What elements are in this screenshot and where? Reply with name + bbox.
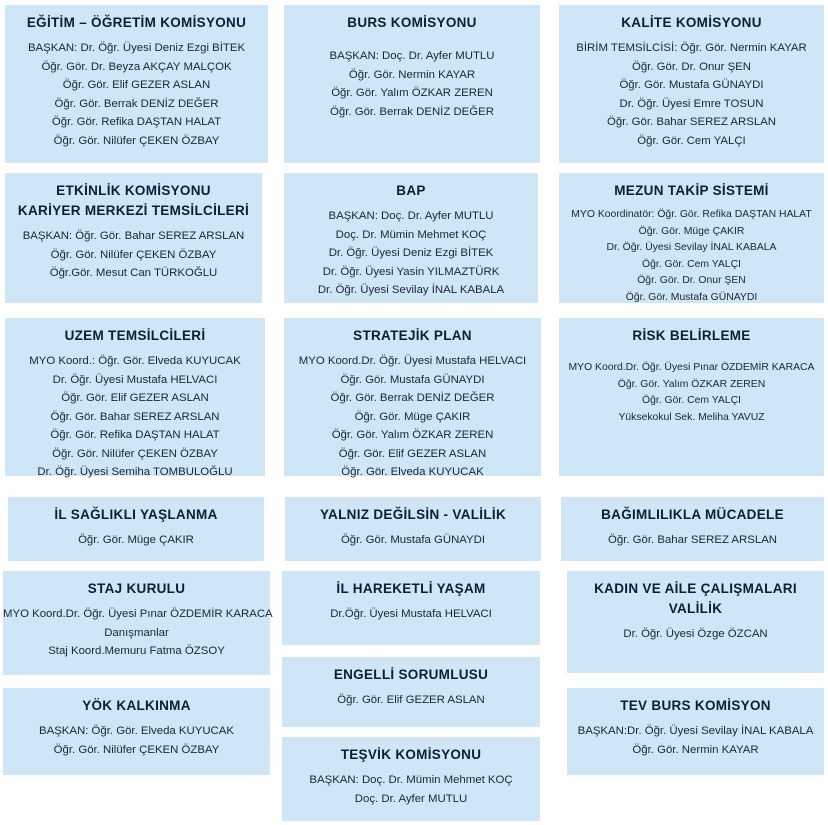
committee-title: UZEM TEMSİLCİLERİ <box>64 328 206 343</box>
committee-title: İL HAREKETLİ YAŞAM <box>336 581 486 596</box>
member-line: Dr. Öğr. Üyesi Yasin YILMAZTÜRK <box>322 265 500 278</box>
member-line: Öğr. Gör. Nilüfer ÇEKEN ÖZBAY <box>50 248 217 261</box>
member-line: Dr. Öğr. Üyesi Semiha TOMBULOĞLU <box>37 466 233 478</box>
committee-box <box>284 318 541 476</box>
member-line: Öğr. Gör. Yalım ÖZKAR ZEREN <box>331 429 494 441</box>
member-line: Öğr. Gör. Mustafa GÜNAYDI <box>340 373 485 386</box>
committee-box <box>3 688 270 775</box>
member-line: BAŞKAN: Öğr. Gör. Elveda KUYUCAK <box>39 725 234 737</box>
member-line: Öğr. Gör. Elif GEZER ASLAN <box>61 392 209 404</box>
committee-box <box>282 657 540 727</box>
committee-title: STRATEJİK PLAN <box>353 328 472 343</box>
member-line: BAŞKAN: Doç. Dr. Ayfer MUTLU <box>329 50 495 62</box>
member-line: Öğr. Gör. Cem YALÇI <box>642 258 741 270</box>
committee-title: YÖK KALKINMA <box>82 698 191 713</box>
member-line: Öğr. Gör. Elif GEZER ASLAN <box>337 694 485 706</box>
member-line: Öğr. Gör. Müge ÇAKIR <box>78 534 194 546</box>
committee-box <box>5 173 262 303</box>
member-line: Öğr. Gör. Refika DAŞTAN HALAT <box>50 429 220 441</box>
committee-box <box>559 173 824 303</box>
member-line: BİRİM TEMSİLCİSİ: Öğr. Gör. Nermin KAYAR <box>576 42 807 54</box>
committee-title: İL SAĞLIKLI YAŞLANMA <box>54 507 218 522</box>
committee-box <box>282 737 540 821</box>
member-line: Öğr. Gör. Elif GEZER ASLAN <box>62 79 211 91</box>
committee-title: BURS KOMİSYONU <box>347 15 477 30</box>
member-line: BAŞKAN:Dr. Öğr. Üyesi Sevilay İNAL KABALA <box>577 725 814 737</box>
member-line: Öğr. Gör. Bahar SEREZ ARSLAN <box>50 410 220 423</box>
committee-title: BAĞIMLILIKLA MÜCADELE <box>601 507 784 522</box>
member-line: Dr. Öğr. Üyesi Sevilay İNAL KABALA <box>317 284 505 296</box>
member-line: Öğr. Gör. Nilüfer ÇEKEN ÖZBAY <box>53 743 220 756</box>
member-line: Öğr. Gör. Elif GEZER ASLAN <box>338 447 487 460</box>
committee-title: ETKİNLİK KOMİSYONU <box>56 183 211 198</box>
member-line: Öğr.Gör. Mesut Can TÜRKOĞLU <box>49 267 218 279</box>
committee-title: TEV BURS KOMİSYON <box>620 698 771 713</box>
committee-box <box>282 571 540 645</box>
member-line: Öğr. Gör. Nilüfer ÇEKEN ÖZBAY <box>53 134 220 147</box>
member-line: Dr. Öğr. Üyesi Emre TOSUN <box>619 97 764 110</box>
member-line: Öğr. Gör. Dr. Beyza AKÇAY MALÇOK <box>41 60 232 73</box>
committee-box <box>561 497 824 561</box>
member-line: Dr. Öğr. Üyesi Özge ÖZCAN <box>623 628 768 640</box>
committee-box <box>284 173 538 303</box>
member-line: MYO Koord.: Öğr. Gör. Elveda KUYUCAK <box>29 355 241 367</box>
member-line: Öğr. Gör. Bahar SEREZ ARSLAN <box>607 534 778 546</box>
member-line: Öğr. Gör. Dr. Onur ŞEN <box>637 275 746 286</box>
member-line: Öğr. Gör. Berrak DENİZ DEĞER <box>54 97 219 110</box>
committee-box <box>567 571 824 673</box>
member-line: Öğr. Gör. Müge ÇAKIR <box>354 410 471 423</box>
member-line: Öğr. Gör. Cem YALÇI <box>642 395 741 406</box>
member-line: MYO Koordinatör: Öğr. Gör. Refika DAŞTAN HALAT <box>571 209 812 220</box>
member-line: Doç. Dr. Ayfer MUTLU <box>354 792 468 805</box>
member-line: Öğr. Gör. Bahar SEREZ ARSLAN <box>606 116 777 128</box>
member-line: Yüksekokul Sek. Meliha YAVUZ <box>618 411 765 423</box>
committee-title: BAP <box>396 183 426 198</box>
member-line: MYO Koord.Dr. Öğr. Üyesi Mustafa HELVACI <box>298 355 527 367</box>
member-line: Staj Koord.Memuru Fatma ÖZSOY <box>48 645 225 657</box>
member-line: Doç. Dr. Mümin Mehmet KOÇ <box>335 228 487 241</box>
member-line: Öğr. Gör. Berrak DENİZ DEĞER <box>330 392 495 404</box>
title-spacer <box>559 346 824 360</box>
member-line: Dr.Öğr. Üyesi Mustafa HELVACI <box>330 608 492 620</box>
member-line: MYO Koord.Dr. Öğr. Üyesi Pınar ÖZDEMİR KARACA <box>568 362 815 373</box>
committee-title: RİSK BELİRLEME <box>632 328 751 343</box>
committee-title: EĞİTİM – ÖĞRETİM KOMİSYONU <box>26 15 247 30</box>
committee-title: STAJ KURULU <box>87 581 186 596</box>
committee-title: MEZUN TAKİP SİSTEMİ <box>614 183 769 198</box>
member-line: Öğr. Gör. Berrak DENİZ DEĞER <box>330 105 494 118</box>
committee-box <box>567 688 824 775</box>
committee-box <box>284 5 540 163</box>
member-line: Öğr. Gör. Müge ÇAKIR <box>638 225 745 237</box>
member-line: Öğr. Gör. Refika DAŞTAN HALAT <box>51 116 222 128</box>
committee-box <box>8 497 264 561</box>
committee-title: YALNIZ DEĞİLSİN - VALİLİK <box>319 507 506 522</box>
committee-box <box>559 5 824 163</box>
member-line: Dr. Öğr. Üyesi Sevilay İNAL KABALA <box>606 242 777 253</box>
committee-title: KARİYER MERKEZİ TEMSİLCİLERİ <box>17 203 250 218</box>
title-spacer <box>284 33 540 47</box>
committee-title: TEŞVİK KOMİSYONU <box>340 747 482 762</box>
committee-box <box>5 5 268 163</box>
member-line: Öğr. Gör. Elveda KUYUCAK <box>341 466 484 478</box>
committee-box <box>559 318 824 476</box>
member-line: Öğr. Gör. Dr. Onur ŞEN <box>631 60 751 73</box>
committee-box <box>285 497 541 561</box>
member-line: Öğr. Gör. Nermin KAYAR <box>348 68 476 81</box>
member-line: Öğr. Gör. Yalım ÖZKAR ZEREN <box>617 378 766 390</box>
member-line: Öğr. Gör. Nilüfer ÇEKEN ÖZBAY <box>52 447 218 460</box>
member-line: BAŞKAN: Doç. Dr. Mümin Mehmet KOÇ <box>309 774 513 786</box>
committee-title: VALİLİK <box>668 601 723 616</box>
member-line: Öğr. Gör. Mustafa GÜNAYDI <box>340 534 486 546</box>
member-line: Danışmanlar <box>104 626 169 639</box>
member-line: BAŞKAN: Öğr. Gör. Bahar SEREZ ARSLAN <box>22 230 245 242</box>
committee-box <box>5 318 265 476</box>
member-line: BAŞKAN: Dr. Öğr. Üyesi Deniz Ezgi BİTEK <box>27 42 246 54</box>
member-line: MYO Koord.Dr. Öğr. Üyesi Pınar ÖZDEMİR KARACA <box>3 608 273 620</box>
member-line: BAŞKAN: Doç. Dr. Ayfer MUTLU <box>328 210 494 222</box>
committee-title: ENGELLİ SORUMLUSU <box>333 667 489 682</box>
committee-title: KALİTE KOMİSYONU <box>621 15 762 30</box>
member-line: Öğr. Gör. Yalım ÖZKAR ZEREN <box>331 87 493 99</box>
member-line: Öğr. Gör. Cem YALÇI <box>637 134 746 147</box>
committee-title: KADIN VE AİLE ÇALIŞMALARI <box>594 581 797 596</box>
member-line: Öğr. Gör. Nermin KAYAR <box>632 743 759 756</box>
member-line: Öğr. Gör. Mustafa GÜNAYDI <box>625 291 758 303</box>
committee-box <box>3 571 273 675</box>
member-line: Öğr. Gör. Mustafa GÜNAYDI <box>619 79 764 91</box>
member-line: Dr. Öğr. Üyesi Mustafa HELVACI <box>52 373 218 386</box>
member-line: Dr. Öğr. Üyesi Deniz Ezgi BİTEK <box>328 247 494 259</box>
